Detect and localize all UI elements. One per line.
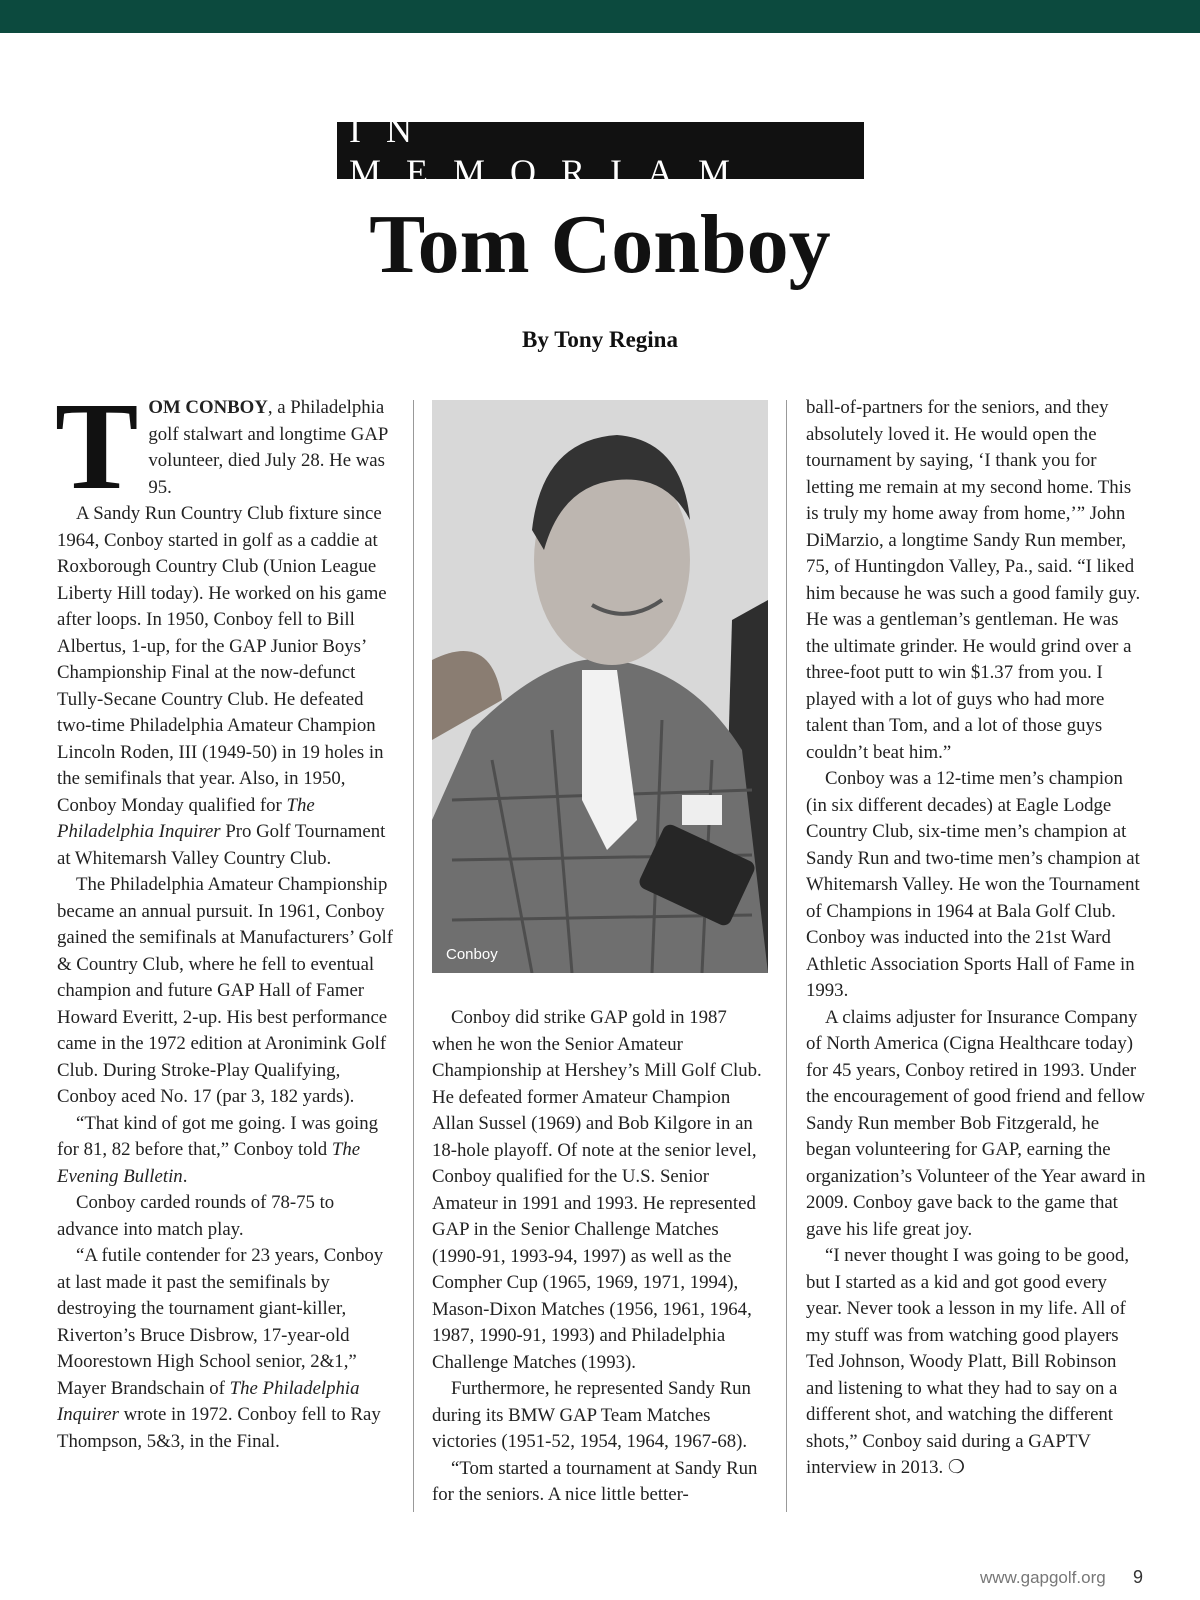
drop-cap: T [55, 378, 139, 516]
paragraph: Furthermore, he represented Sandy Run during its BMW GAP Team Matches victories (1951-52, 1954, 1964, 1967-68). [432, 1378, 751, 1452]
paragraph: A claims adjuster for Insurance Company of North America (Cigna Healthcare today) for 45 years, Conboy retired in 1993. Under the encouragement of good friend and fellow Sandy Run member Bob Fitzgerald, he began volunteering for GAP, earning the organization’s Volunteer of the Year award in 2009. Conboy gave back to the game that gave his life great joy. [806, 1006, 1146, 1240]
article-byline: By Tony Regina [522, 327, 678, 352]
portrait-illustration [432, 400, 768, 973]
article-column-1 [55, 378, 397, 1455]
column-divider [786, 400, 787, 1512]
paragraph: The Philadelphia Amateur Championship became an annual pursuit. In 1961, Conboy gained the semifinals at Manufacturers’ Golf & Country Club, where he fell to eventual champion and future GAP Hall of Famer Howard Everitt, 2-up. His best performance came in the 1972 edition at Aronimink Golf Club. During Stroke-Play Qualifying, Conboy aced No. 17 (par 3, 182 yards). [57, 874, 394, 1107]
lead-paragraph: TOM CONBOY, a Philadelphia golf stalwart and longtime GAP volunteer, died July 28. He was 95. [55, 378, 388, 516]
paragraph: “Tom started a tournament at Sandy Run for the seniors. A nice little better- [432, 1457, 758, 1505]
article-title: Tom Conboy [369, 198, 831, 291]
portrait-photo [432, 400, 768, 973]
paragraph: Conboy carded rounds of 78-75 to advance into match play. [57, 1192, 335, 1240]
footer-url: www.gapgolf.org [980, 1568, 1106, 1587]
paragraph: “I never thought I was going to be good, but I started as a kid and got good every year. Never took a lesson in my life. All of my stuff was from watching good players Ted Johnson, Woody Platt, Bill Robinson and listening to what they had to say on a different shot, and watching the different shots,” Conboy said during a GAPTV interview in 2013. ❍ [806, 1245, 1130, 1478]
paragraph: ball-of-partners for the seniors, and they absolutely loved it. He would open the tournament by saying, ‘I thank you for letting me remain at my second home. This is truly my home away from home,’” John DiMarzio, a longtime Sandy Run member, 75, of Huntingdon Valley, Pa., said. “I liked him because he was such a good family guy. He was a gentleman’s gentleman. He was the ultimate grinder. He would grind over a three-foot putt to win $1.37 from you. I played with a lot of guys who had more talent than Tom, and a lot of those guys couldn’t beat him.” [806, 397, 1141, 763]
section-kicker: IN MEMORIAM [337, 122, 864, 179]
article-column-3 [806, 395, 1146, 1482]
top-color-bar [0, 0, 1200, 33]
paragraph: A Sandy Run Country Club fixture since 1964, Conboy started in golf as a caddie at Roxborough Country Club (Union League Liberty Hill today). He worked on his game after loops. In 1950, Conboy fell to Bill Albertus, 1-up, for the GAP Junior Boys’ Championship Final at the now-defunct Tully-Secane Country Club. He defeated two-time Philadelphia Amateur Champion Lincoln Roden, III (1949-50) in 19 holes in the semifinals that year. Also, in 1950, Conboy Monday qualified for The Philadelphia Inquirer Pro Golf Tournament at Whitemarsh Valley Country Club. [57, 503, 387, 869]
photo-caption: Conboy [446, 946, 498, 963]
paragraph: “That kind of got me going. I was going for 81, 82 before that,” Conboy told The Evening Bulletin. [57, 1112, 379, 1187]
page-number: 9 [1133, 1567, 1144, 1587]
paragraph: “A futile contender for 23 years, Conboy at last made it past the semifinals by destroying the tournament giant-killer, Riverton’s Bruce Disbrow, 17-year-old Moorestown High School senior, 2&1,” Mayer Brandschain of The Philadelphia Inquirer wrote in 1972. Conboy fell to Ray Thompson, 5&3, in the Final. [57, 1245, 384, 1452]
paragraph: Conboy did strike GAP gold in 1987 when he won the Senior Amateur Championship at Hershey’s Mill Golf Club. He defeated former Amateur Champion Allan Sussel (1969) and Bob Kilgore in an 18-hole playoff. Of note at the senior level, Conboy qualified for the U.S. Senior Amateur in 1991 and 1993. He represented GAP in the Senior Challenge Matches (1990-91, 1993-94, 1997) as well as the Compher Cup (1965, 1969, 1971, 1994), Mason-Dixon Matches (1956, 1961, 1964, 1987, 1990-91, 1993) and Philadelphia Challenge Matches (1993). [432, 1007, 762, 1373]
lead-name: OM CONBOY [148, 397, 268, 418]
paragraph: Conboy was a 12-time men’s champion (in six different decades) at Eagle Lodge Country Club, six-time men’s champion at Sandy Run and two-time men’s champion at Whitemarsh Valley. He won the Tournament of Champions in 1964 at Bala Golf Club. Conboy was inducted into the 21st Ward Athletic Association Sports Hall of Fame in 1993. [806, 768, 1140, 1001]
article-column-2 [432, 1005, 770, 1509]
column-divider [413, 400, 414, 1512]
end-mark-icon: ❍ [947, 1457, 965, 1478]
